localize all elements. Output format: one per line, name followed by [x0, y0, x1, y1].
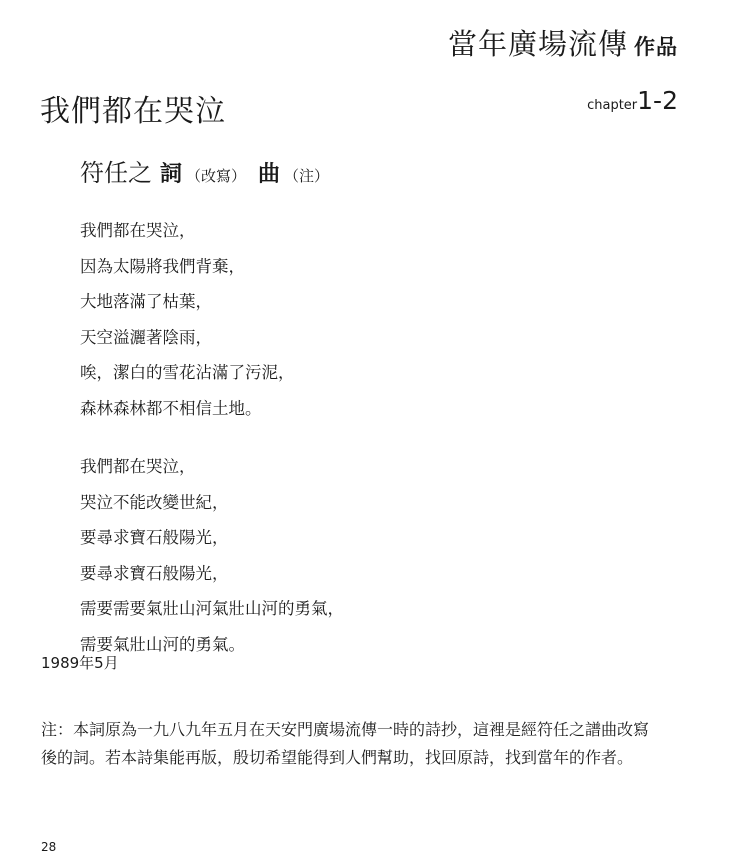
stanza-1 [80, 218, 344, 431]
footnote-line: 後的詞。若本詩集能再版，殷切希望能得到人們幫助，找回原詩，找到當年的作者。 [41, 748, 634, 767]
footnote [41, 716, 701, 772]
lyric-line: 森林森林都不相信土地。 [80, 398, 262, 418]
lyric-line: 天空溢灑著陰雨， [80, 327, 212, 347]
stanza-2 [80, 454, 344, 667]
lyrics-note: （改寫） [186, 167, 247, 185]
lyric-line: 我們都在哭泣， [80, 457, 196, 476]
lyric-line: 要尋求寶石般陽光， [80, 528, 229, 547]
chapter-word: chapter [587, 98, 638, 113]
lyric-line: 唉，潔白的雪花沾滿了污泥， [80, 363, 295, 382]
book-header [448, 22, 678, 63]
lyrics [80, 218, 344, 667]
book-title: 當年廣場流傳 [447, 27, 628, 61]
music-label: 曲 [258, 162, 281, 187]
lyric-line: 我們都在哭泣， [80, 221, 196, 240]
lyric-line: 大地落滿了枯葉， [80, 292, 212, 311]
page-number: 28 [41, 840, 57, 854]
lyric-line: 哭泣不能改變世紀， [80, 492, 229, 512]
footnote-line: 注：本詞原為一九八九年五月在天安門廣場流傳一時的詩抄，這裡是經符任之譜曲改寫 [41, 720, 650, 739]
lyric-line: 需要需要氣壯山河氣壯山河的勇氣， [80, 599, 344, 618]
song-title: 我們都在哭泣 [40, 94, 226, 129]
lyrics-label: 詞 [160, 162, 183, 187]
author-name: 符任之 [80, 159, 152, 187]
chapter-number: 1-2 [637, 86, 678, 115]
lyric-line: 要尋求寶石般陽光， [80, 563, 229, 583]
song-credits [80, 153, 333, 188]
composition-date: 1989年5月 [41, 654, 119, 672]
lyric-line: 需要氣壯山河的勇氣。 [80, 634, 245, 654]
chapter-marker [587, 86, 678, 115]
works-label: 作品 [634, 35, 678, 59]
music-note: （注） [284, 167, 330, 185]
stanza-gap [80, 431, 344, 454]
lyric-line: 因為太陽將我們背棄， [80, 256, 245, 276]
